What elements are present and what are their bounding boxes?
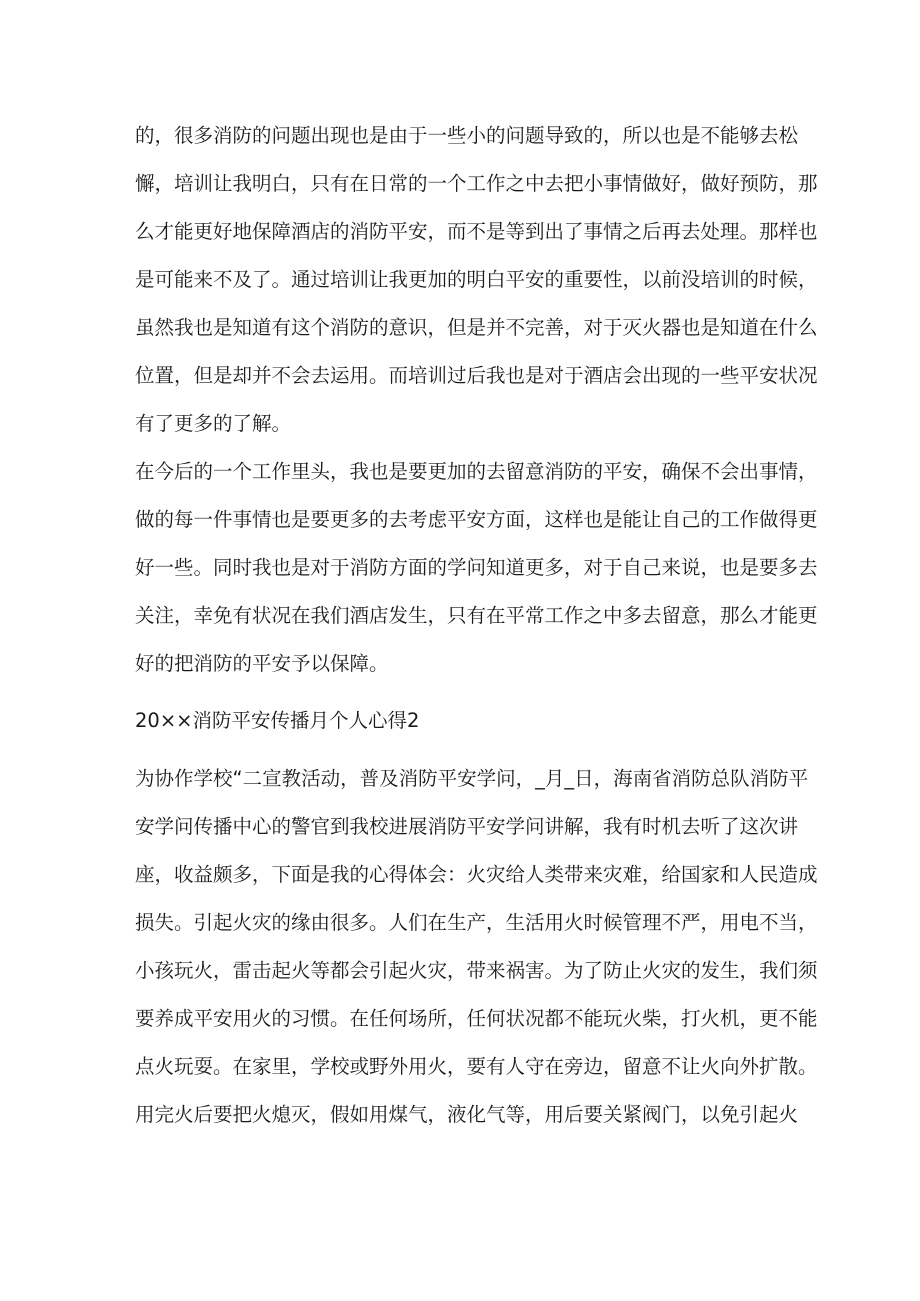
paragraph1-line: 是可能来不及了。通过培训让我更加的明白平安的重要性，以前没培训的时候， [135,268,818,291]
paragraph3-line: 要养成平安用火的习惯。在任何场所，任何状况都不能玩火柴，打火机，更不能 [135,1007,818,1030]
paragraph1-line: 虽然我也是知道有这个消防的意识，但是并不完善，对于灭火器也是知道在什么 [135,316,818,339]
paragraph1-line: 位置，但是却并不会去运用。而培训过后我也是对于酒店会出现的一些平安状况 [135,364,818,387]
paragraph1-line: 的，很多消防的问题出现也是由于一些小的问题导致的，所以也是不能够去松 [135,124,799,147]
section-heading: 20××消防平安传播月个人心得2 [135,709,420,732]
paragraph3-line: 点火玩耍。在家里，学校或野外用火，要有人守在旁边，留意不让火向外扩散。 [135,1055,818,1078]
paragraph3-line: 为协作学校“二宣教活动，普及消防平安学问，_月_日，海南省消防总队消防平 [135,767,809,790]
paragraph3-line: 座，收益颇多，下面是我的心得体会：火灾给人类带来灾难，给国家和人民造成 [135,863,818,886]
paragraph3-line: 用完火后要把火熄灭，假如用煤气，液化气等，用后要关紧阀门，以免引起火 [135,1103,799,1126]
paragraph3-line: 安学问传播中心的警官到我校进展消防平安学问讲解，我有时机去听了这次讲 [135,815,799,838]
paragraph3-line: 损失。引起火灾的缘由很多。人们在生产，生活用火时候管理不严，用电不当， [135,911,818,934]
paragraph2-line: 在今后的一个工作里头，我也是要更加的去留意消防的平安，确保不会出事情， [135,460,818,483]
paragraph2-line: 好一些。同时我也是对于消防方面的学问知道更多，对于自己来说，也是要多去 [135,556,818,579]
paragraph1-line: 懈，培训让我明白，只有在日常的一个工作之中去把小事情做好，做好预防，那 [135,172,818,195]
paragraph2-line: 关注，幸免有状况在我们酒店发生，只有在平常工作之中多去留意，那么才能更 [135,604,818,627]
paragraph1-line: 有了更多的了解。 [135,412,292,435]
paragraph2-line: 做的每一件事情也是要更多的去考虑平安方面，这样也是能让自己的工作做得更 [135,508,818,531]
paragraph2-line: 好的把消防的平安予以保障。 [135,652,389,675]
paragraph1-line: 么才能更好地保障酒店的消防平安，而不是等到出了事情之后再去处理。那样也 [135,220,818,243]
paragraph3-line: 小孩玩火，雷击起火等都会引起火灾，带来祸害。为了防止火灾的发生，我们须 [135,959,818,982]
